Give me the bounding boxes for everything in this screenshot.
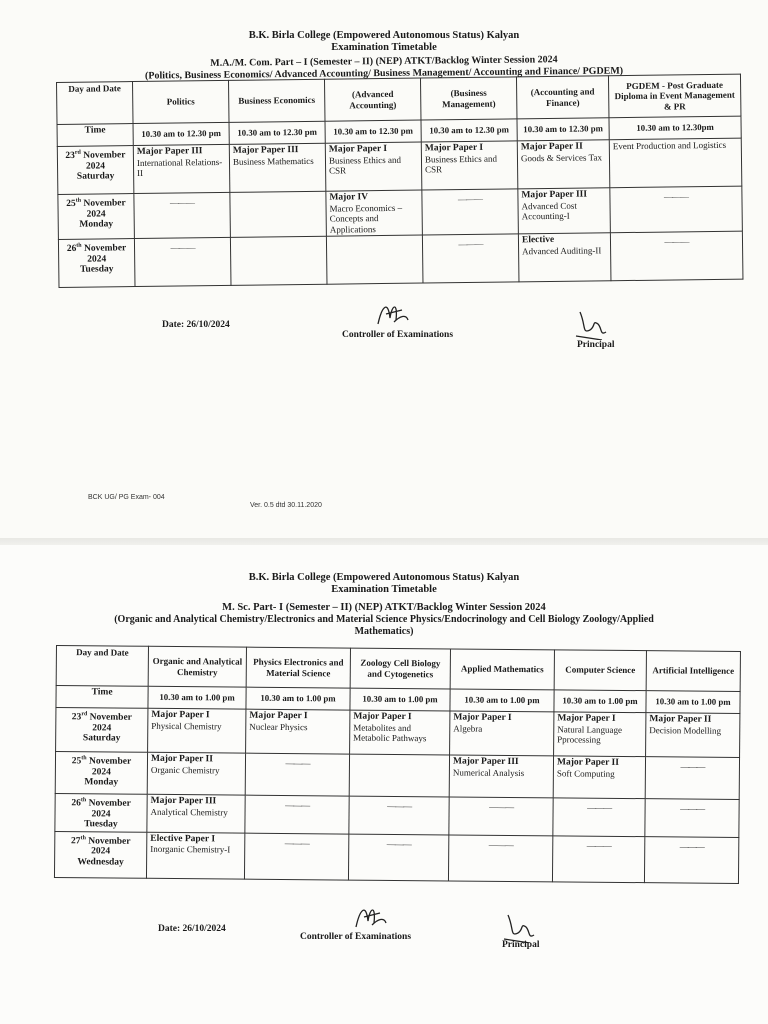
paper-title: Major Paper III [150,795,217,807]
day-date-cell [58,239,135,288]
program-title: M.A./M. Com. Part – I (Semester – II) (NEP) ATKT/Backlog Winter Session 2024 [210,54,558,69]
year: 2024 [91,846,111,857]
column-header: Physics Electronics and Material Science [246,647,350,688]
subjects-line-2: Mathematics) [354,626,414,637]
day-number: 27 [71,835,81,847]
no-exam-dash: ——— [169,197,195,208]
month: November [83,150,126,161]
year: 2024 [91,808,111,820]
exam-cell [133,144,230,193]
no-exam-dash: ——— [664,236,689,247]
paper-subject: Goods & Services Tax [520,151,602,163]
no-exam-dash: ——— [488,839,513,850]
schedule-row [55,793,739,837]
year: 2024 [86,209,106,220]
college-name: B.K. Birla College (Empowered Autonomous Status) Kalyan [248,30,520,41]
day-date-cell [55,793,147,831]
doc-title: Examination Timetable [331,584,437,595]
day-date-cell [56,708,148,753]
exam-cell [326,235,423,284]
paper-title: Major Paper II [520,141,583,153]
exam-cell [245,753,349,796]
month: November [88,798,131,809]
time-cell: 10.30 am to 12.30 pm [517,118,609,141]
schedule-body [54,708,739,884]
day-suffix: th [81,755,87,762]
exam-cell [348,834,448,881]
timetable-table [56,74,743,288]
schedule-row [58,231,743,287]
day-suffix: th [80,834,86,841]
time-cell: 10.30 am to 1.00 pm [246,687,350,710]
paper-title: Major Paper I [557,713,616,724]
exam-cell [134,192,231,238]
exam-cell [518,188,611,234]
day-date-cell [55,752,147,795]
exam-cell [134,237,231,286]
timetable-table [54,645,741,884]
time-cell: 10.30 am to 1.00 pm [646,691,740,714]
time-cell: 10.30 am to 1.00 pm [350,688,450,711]
no-exam-dash: ——— [284,837,309,848]
paper-subject: Organic Chemistry [150,764,220,775]
controller-label: Controller of Examinations [342,330,454,340]
weekday: Tuesday [80,264,114,275]
column-header: Artificial Intelligence [646,651,740,692]
column-header: Politics [133,80,230,123]
exam-cell [644,836,738,883]
exam-cell [645,799,739,837]
header-row [56,646,740,692]
time-cell: 10.30 am to 1.00 pm [554,690,646,713]
schedule-row [56,708,740,758]
weekday: Wednesday [77,857,124,868]
weekday: Monday [84,777,119,788]
sheet1-header [0,30,768,54]
weekday: Saturday [82,733,121,744]
no-exam-dash: ——— [489,801,514,812]
paper-title: Major Paper I [151,709,210,721]
day-number: 26 [71,798,81,809]
controller-label: Controller of Examinations [300,932,412,942]
weekday: Tuesday [84,819,118,830]
schedule-body [57,138,743,287]
no-exam-dash: ——— [387,800,412,812]
no-exam-dash: ——— [680,803,705,814]
version-note: Ver. 0.5 dtd 30.11.2020 [250,502,322,509]
paper-subject: Business Ethics and CSR [328,154,402,176]
time-cell: 10.30 am to 1.00 pm [450,689,554,712]
day-date-cell [54,831,146,878]
paper-title: Major Paper III [136,146,203,158]
exam-cell [146,832,244,879]
exam-cell [147,794,245,833]
exam-cell [554,712,646,757]
doc-title: Examination Timetable [331,42,437,53]
exam-cell [449,755,553,798]
month: November [88,836,131,847]
paper-subject: Metabolites and Metabolic Pathways [353,722,427,744]
paper-subject: Algebra [453,722,483,734]
schedule-row [54,831,738,883]
no-exam-dash: ——— [285,758,310,769]
column-header: Applied Mathematics [450,649,554,690]
paper-subject: Numerical Analysis [452,766,525,778]
paper-subject: Decision Modelling [649,724,722,736]
exam-cell [448,835,552,882]
exam-cell [610,186,743,233]
no-exam-dash: ——— [458,238,483,250]
program-title: M. Sc. Part- I (Semester – II) (NEP) ATKT/Backlog Winter Session 2024 [222,602,546,613]
controller-signature-icon [350,899,390,933]
schedule-row [57,138,742,194]
sheet2-header [0,572,768,596]
paper-title: Major Paper I [353,711,412,723]
column-header: (Business Management) [420,77,517,120]
exam-cell [422,189,519,235]
no-exam-dash: ——— [457,193,483,205]
paper-subject: Business Mathematics [232,155,314,167]
exam-cell [148,708,246,753]
paper-title: Major Paper II [649,714,712,725]
exam-cell [553,798,645,836]
column-header: (Accounting and Finance) [516,76,609,119]
sheet2-program [0,602,768,638]
day-date-header: Day and Date [57,82,134,125]
subjects-line: (Politics, Business Economics/ Advanced Accounting/ Business Management/ Accounting and Finance/ PGDEM) [144,65,624,82]
exam-cell [609,138,742,188]
year: 2024 [92,722,112,734]
exam-cell [349,754,449,797]
exam-cell [517,140,610,189]
paper-title: Elective Paper I [150,833,216,845]
day-suffix: rd [81,711,88,718]
column-header: (Advanced Accounting) [324,78,421,121]
month: November [88,756,132,767]
no-exam-dash: ——— [587,802,612,813]
no-exam-dash: ——— [663,191,689,202]
exam-cell [147,752,245,795]
exam-cell [422,234,519,283]
time-cell: 10.30 am to 12.30 pm [133,122,229,145]
paper-subject: Macro Economics – Concepts and Applications [329,202,403,235]
principal-signature-icon [572,306,612,340]
column-header: Zoology Cell Biology and Cytogenetics [350,648,450,689]
paper-title: Major Paper III [232,145,299,156]
day-number: 26 [66,243,77,255]
exam-cell [245,795,349,834]
month: November [83,198,126,209]
month: November [89,712,132,723]
paper-subject: Advanced Cost Accounting-I [521,200,577,222]
column-header: PGDEM - Post Graduate Diploma in Event Management & PR [608,74,741,118]
timetable-sheet-msc [0,545,768,1024]
time-cell: 10.30 am to 1.00 pm [148,686,246,709]
day-number: 25 [71,756,82,767]
year: 2024 [91,766,111,778]
weekday: Monday [79,219,114,230]
exam-cell [326,190,423,236]
exam-cell [244,833,348,880]
time-cell: 10.30 am to 12.30pm [609,116,741,140]
exam-cell [449,797,553,836]
no-exam-dash: ——— [170,242,195,253]
day-suffix: rd [74,149,81,156]
paper-subject: Natural Language Pprocessing [557,723,623,745]
time-cell: 10.30 am to 12.30 pm [325,120,421,143]
no-exam-dash: ——— [680,761,705,772]
no-exam-dash: ——— [679,841,704,852]
time-cell: 10.30 am to 12.30 pm [229,121,325,144]
paper-title: Major Paper I [424,142,484,154]
principal-label: Principal [502,940,540,950]
exam-cell [518,233,611,282]
paper-subject: Inorganic Chemistry-I [150,843,231,855]
paper-subject: International Relations-II [136,156,223,179]
no-exam-dash: ——— [386,838,411,849]
day-date-header: Day and Date [56,646,148,687]
month: November [83,243,127,254]
exam-cell [646,713,740,758]
time-cell: 10.30 am to 12.30 pm [421,119,517,142]
day-date-cell [57,146,134,195]
paper-title: Major Paper II [556,757,619,768]
day-number: 23 [71,712,82,723]
principal-signature-icon [500,909,540,943]
exam-cell [421,141,518,190]
paper-title: Elective [521,234,555,246]
day-number: 25 [66,198,76,210]
no-exam-dash: ——— [285,800,310,811]
form-code: BCK UG/ PG Exam- 004 [88,494,165,501]
day-date-cell [58,194,135,240]
exam-cell [610,231,743,281]
day-number: 23 [65,150,75,162]
exam-cell [645,757,739,800]
paper-subject: Event Production and Logistics [612,139,727,152]
time-label: Time [56,686,148,709]
paper-subject: Business Ethics and CSR [424,153,498,175]
paper-subject: Nuclear Physics [249,721,308,732]
year: 2024 [87,254,107,265]
paper-title: Major Paper III [452,756,519,768]
day-suffix: th [76,242,82,249]
exam-cell [230,191,327,237]
exam-cell [450,711,554,756]
exam-cell [246,709,350,754]
schedule-row [55,752,739,800]
day-suffix: th [80,797,87,804]
issue-date: Date: 26/10/2024 [158,924,226,934]
paper-subject: Advanced Auditing-II [522,244,602,256]
weekday: Saturday [76,171,115,182]
principal-label: Principal [577,340,615,350]
paper-title: Major Paper I [453,712,512,723]
paper-title: Major Paper I [249,710,308,722]
exam-cell [349,796,449,835]
subjects-line: (Organic and Analytical Chemistry/Electronics and Material Science Physics/Endocrinology and Cell Biology Zoology/Applied [114,614,654,625]
column-header: Organic and Analytical Chemistry [148,646,246,687]
day-suffix: th [75,197,82,204]
paper-subject: Physical Chemistry [151,720,222,731]
paper-title: Major Paper III [521,189,588,201]
college-name: B.K. Birla College (Empowered Autonomous Status) Kalyan [248,572,520,583]
exam-cell [230,236,327,285]
exam-cell [325,142,422,191]
issue-date: Date: 26/10/2024 [162,320,230,330]
paper-title: Major Paper I [328,143,388,155]
year: 2024 [85,161,106,172]
paper-title: Major Paper II [150,753,213,765]
exam-cell [553,756,645,799]
column-header: Business Economics [228,79,325,122]
paper-subject: Soft Computing [556,767,615,779]
no-exam-dash: ——— [586,840,611,851]
time-label: Time [57,124,133,147]
exam-cell [229,143,326,192]
paper-title: Major IV [329,192,369,203]
paper-subject: Analytical Chemistry [150,806,228,818]
controller-signature-icon [372,296,412,330]
column-header: Computer Science [554,650,646,691]
exam-cell [350,710,450,755]
exam-cell [552,835,644,882]
